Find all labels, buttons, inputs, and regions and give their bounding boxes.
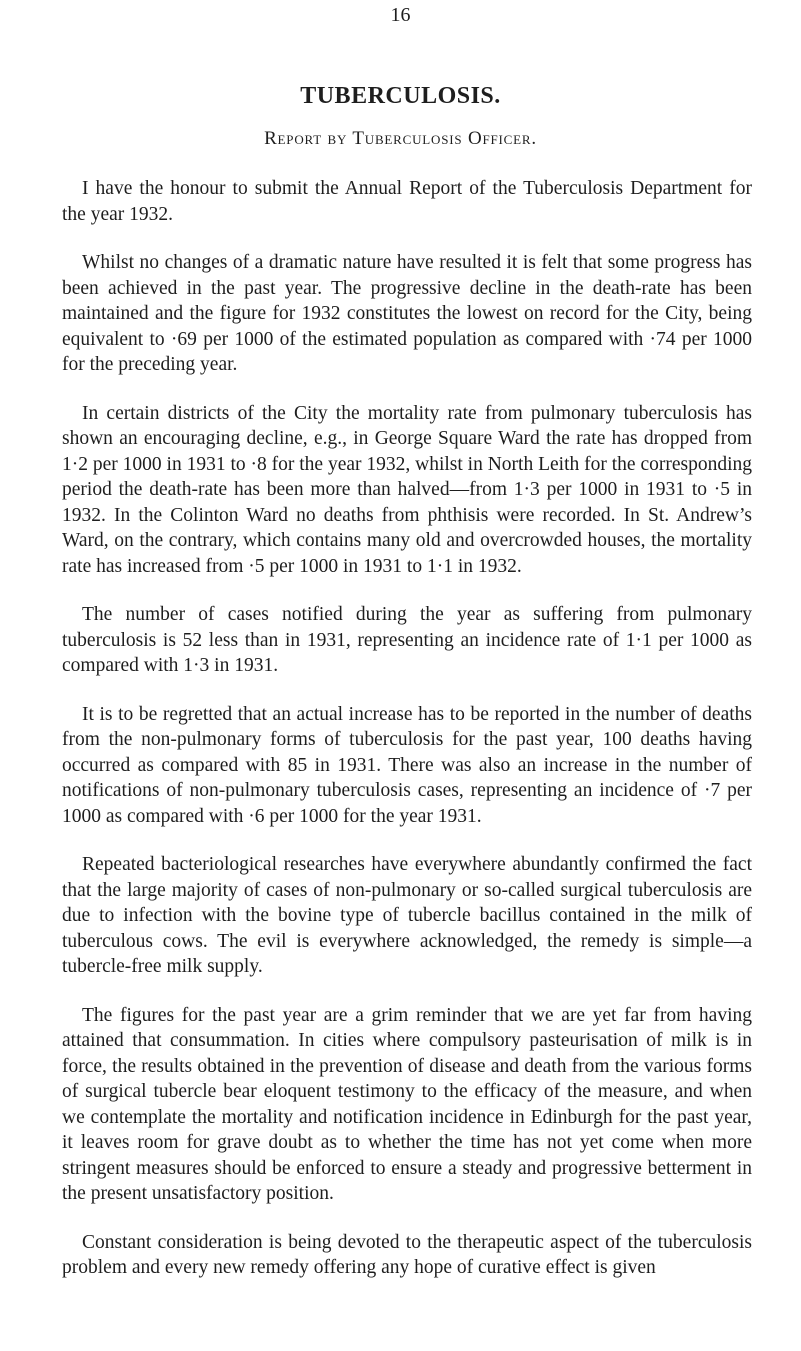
paragraph-notifications: The number of cases notified during the year as suffering from pulmonary tuberculosis is 52 less than in 1931, representing an incidence rate of 1·1 per 1000 as compared with 1·3 in 1931. <box>62 604 752 676</box>
report-body <box>62 176 752 1281</box>
paragraph-therapeutic: Constant consideration is being devoted to the therapeutic aspect of the tuberculosis problem and every new remedy offering any hope of curative effect is given <box>62 1231 752 1278</box>
paragraph-introduction: I have the honour to submit the Annual Report of the Tuberculosis Department for the year 1932. <box>62 178 752 225</box>
paragraph-bacteriology: Repeated bacteriological researches have everywhere abundantly confirmed the fact that the large majority of cases of non-pulmonary or so-called surgical tuberculosis are due to infection with the bovine type of tubercle bacillus contained in the milk of tuberculous cows. The evil is everywhere acknowledged, the remedy is simple—a tubercle-free milk supply. <box>62 854 752 977</box>
paragraph-districts: In certain districts of the City the mortality rate from pulmonary tuberculosis has shown an encouraging decline, e.g., in George Square Ward the rate has dropped from 1·2 per 1000 in 1931 to ·8 for the year 1932, whilst in North Leith for the corresponding period the death-rate has been more than halved—from 1·3 per 1000 in 1931 to ·5 in 1932. In the Colinton Ward no deaths from phthisis were recorded. In St. Andrew’s Ward, on the contrary, which contains many old and overcrowded houses, the mortality rate has increased from ·5 per 1000 in 1931 to 1·1 in 1932. <box>62 402 752 577</box>
report-subtitle: Report by Tuberculosis Officer. <box>264 128 537 149</box>
paragraph-non-pulmonary: It is to be regretted that an actual increase has to be reported in the number of deaths from the non-pulmonary forms of tuberculosis for the past year, 100 deaths having occurred as compared with 85 in 1931. There was also an increase in the number of notifications of non-pulmonary tuberculosis cases, representing an incidence of ·7 per 1000 as compared with ·6 per 1000 for the year 1931. <box>62 703 752 827</box>
paragraph-pasteurisation: The figures for the past year are a grim reminder that we are yet far from having attained that consummation. In cities where compulsory pasteurisation of milk is in force, the results obtained in the prevention of disease and death from the various forms of surgical tubercle bear eloquent testimony to the efficacy of the measure, and when we contemplate the mortality and notification incidence in Edinburgh for the past year, it leaves room for grave doubt as to whether the time has not yet come when more stringent measures should be enforced to ensure a steady and progressive betterment in the present unsatisfactory position. <box>62 1004 752 1204</box>
page-number: 16 <box>390 4 411 26</box>
page-title: TUBERCULOSIS. <box>300 83 501 109</box>
paragraph-death-rate: Whilst no changes of a dramatic nature have resulted it is felt that some progress has been achieved in the past year. The progressive decline in the death-rate has been maintained and the figure for 1932 constitutes the lowest on record for the City, being equivalent to ·69 per 1000 of the estimated population as compared with ·74 per 1000 for the preceding year. <box>62 252 752 375</box>
